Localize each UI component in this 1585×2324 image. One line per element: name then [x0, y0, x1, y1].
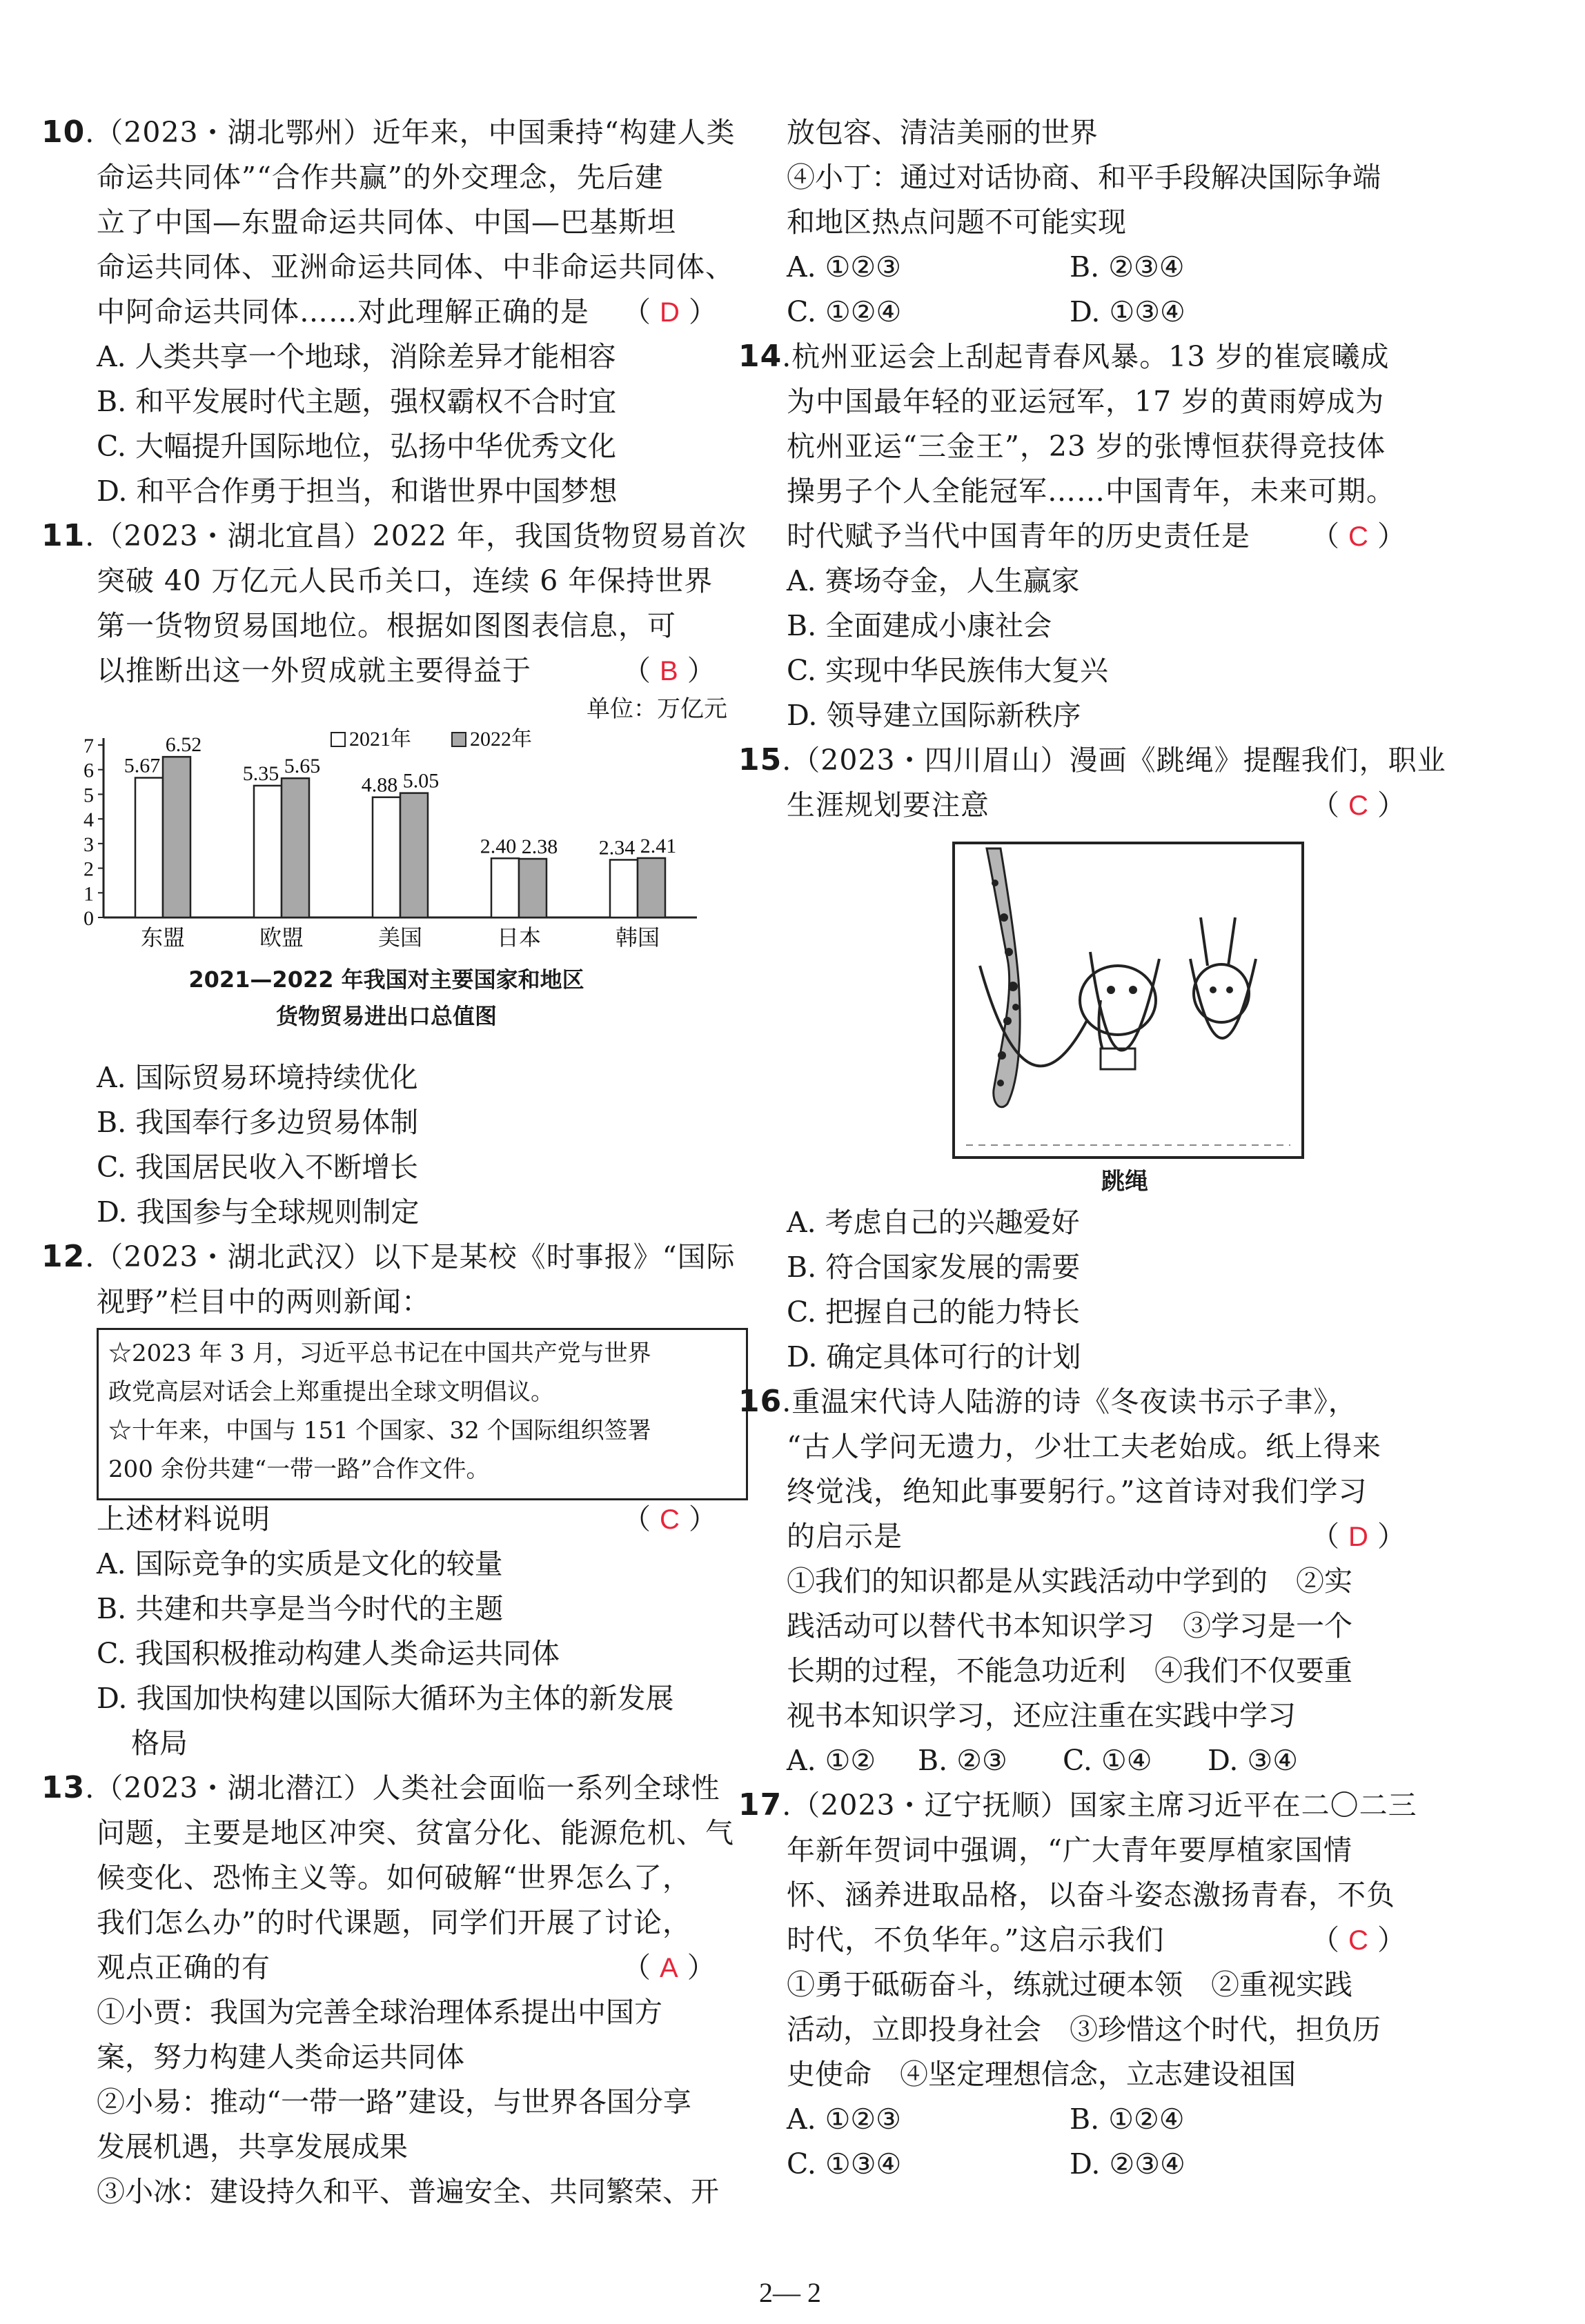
option-c: C. 大幅提升国际地位，弘扬中华优秀文化 [97, 430, 616, 463]
bar-2022 [638, 858, 665, 917]
answer-mark: B [660, 656, 678, 686]
bar-2021 [135, 778, 163, 918]
question-stem-line: 命运共同体、亚洲命运共同体、中非命运共同体、 [97, 250, 734, 284]
bar-2021 [491, 858, 519, 917]
data-label: 2.41 [640, 834, 677, 857]
legend-swatch [452, 733, 466, 746]
option-a: A. ①②③ [787, 2103, 901, 2136]
option-b: B. 和平发展时代主题，强权霸权不合时宜 [97, 385, 617, 418]
question-stem-line: “古人学问无遗力，少壮工夫老始成。纸上得来 [787, 1430, 1381, 1463]
news-line: 政党高层对话会上郑重提出全球文明倡议。 [108, 1378, 554, 1406]
question-stem-line: 我们怎么办”的时代课题，同学们开展了讨论， [97, 1906, 691, 1939]
question-stem-line: 生涯规划要注意 [787, 788, 990, 822]
news-line: 200 余份共建“一带一路”合作文件。 [108, 1456, 490, 1483]
question-stem-line: 时代，不负华年。”这启示我们 [787, 1923, 1165, 1956]
question-stem-line: 为中国最年轻的亚运冠军，17 岁的黄雨婷成为 [787, 385, 1385, 418]
news-line: ☆十年来，中国与 151 个国家、32 个国际组织签署 [108, 1417, 651, 1444]
data-label: 6.52 [165, 733, 202, 757]
question-stem-line: 观点正确的有 [97, 1951, 270, 1984]
option-d: D. ①③④ [1070, 295, 1185, 328]
data-label: 5.35 [242, 762, 279, 785]
question-number: 17 [738, 1787, 782, 1823]
data-label: 5.65 [284, 755, 321, 778]
statement-item: 长期的过程，不能急功近利 ④我们不仅要重 [787, 1654, 1352, 1687]
statement-item: ③小冰：建设持久和平、普遍安全、共同繁荣、开 [97, 2175, 719, 2208]
question-stem-line: 突破 40 万亿元人民币关口，连续 6 年保持世界 [97, 564, 713, 597]
option-d-cont: 格局 [131, 1727, 188, 1760]
question-stem-line: 以推断出这一外贸成就主要得益于 [97, 654, 531, 687]
question-stem-line: 14.杭州亚运会上刮起青春风暴。13 岁的崔宸曦成 [738, 339, 1390, 374]
question-stem-line: 时代赋予当代中国青年的历史责任是 [787, 519, 1250, 553]
statement-item: 案，努力构建人类命运共同体 [97, 2040, 464, 2074]
option-a: A. 国际贸易环境持续优化 [97, 1061, 418, 1094]
answer-mark: C [1348, 1925, 1368, 1956]
statement-item: ②小易：推动“一带一路”建设，与世界各国分享 [97, 2085, 691, 2118]
statement-item: 和地区热点问题不可能实现 [787, 206, 1126, 239]
bar-2022 [519, 859, 547, 917]
option-c: C. ①②④ [787, 295, 902, 328]
y-tick-label: 3 [83, 833, 94, 856]
statement-item: ①勇于砥砺奋斗，练就过硬本领 ②重视实践 [787, 1968, 1352, 2001]
answer-mark: D [660, 297, 680, 328]
answer-bracket: （ A ） [622, 1951, 716, 1984]
statement-item: 史使命 ④坚定理想信念，立志建设祖国 [787, 2058, 1296, 2091]
data-label: 2.38 [521, 835, 558, 858]
option-d: D. 我国参与全球规则制定 [97, 1195, 420, 1229]
option-d: D. 和平合作勇于担当，和谐世界中国梦想 [97, 475, 618, 508]
y-tick-label: 6 [83, 759, 94, 782]
bar-2021 [610, 860, 638, 917]
news-line: ☆2023 年 3 月，习近平总书记在中国共产党与世界 [108, 1340, 651, 1367]
question-number: 16 [738, 1384, 782, 1419]
statement-item: ①小贾：我国为完善全球治理体系提出中国方 [97, 1996, 662, 2029]
question-stem-line: 11.（2023・湖北宜昌）2022 年，我国货物贸易首次 [41, 518, 747, 553]
option-a: A. 国际竞争的实质是文化的较量 [97, 1547, 503, 1580]
option-d: D. ②③④ [1070, 2147, 1185, 2181]
option-a: A. ①②③ [787, 250, 901, 284]
option-d: D. 确定具体可行的计划 [787, 1340, 1081, 1373]
legend-label: 2022年 [470, 728, 532, 751]
statement-item: 视书本知识学习，还应注重在实践中学习 [787, 1699, 1296, 1732]
answer-mark: A [660, 1953, 678, 1983]
answer-bracket: （ B ） [622, 654, 716, 687]
option-a: A. 考虑自己的兴趣爱好 [787, 1206, 1080, 1239]
statement-item: 践活动可以替代书本知识学习 ③学习是一个 [787, 1609, 1352, 1642]
option-c: C. 我国居民收入不断增长 [97, 1151, 418, 1184]
question-number: 12 [41, 1239, 86, 1274]
question-stem-line: 13.（2023・湖北潜江）人类社会面临一系列全球性 [41, 1770, 720, 1805]
question-number: 13 [41, 1770, 86, 1805]
question-stem-line: 问题，主要是地区冲突、贫富分化、能源危机、气 [97, 1816, 734, 1849]
jump-rope-cartoon [952, 842, 1304, 1159]
bar-2022 [282, 778, 309, 917]
option-b: B. 共建和共享是当今时代的主题 [97, 1592, 504, 1625]
question-stem-line: 上述材料说明 [97, 1502, 270, 1536]
y-tick-label: 1 [83, 882, 94, 906]
option-c: C. ①③④ [787, 2147, 902, 2181]
y-tick-label: 5 [83, 784, 94, 807]
bar-2022 [400, 793, 428, 917]
option-b: B. ②③ [918, 1744, 1007, 1777]
question-stem-line: 年新年贺词中强调，“广大青年要厚植家国情 [787, 1834, 1352, 1867]
page-number: 2— 2 [759, 2277, 821, 2308]
x-tick-label: 东盟 [140, 925, 186, 950]
option-b: B. 我国奉行多边贸易体制 [97, 1106, 419, 1139]
statement-item: ①我们的知识都是从实践活动中学到的 ②实 [787, 1565, 1352, 1598]
bar-2021 [254, 786, 282, 917]
option-d: D. ③④ [1208, 1744, 1298, 1777]
y-tick-label: 7 [83, 735, 94, 757]
data-label: 5.67 [124, 754, 161, 777]
option-a: A. 人类共享一个地球，消除差异才能相容 [97, 340, 616, 373]
question-stem-line: 17.（2023・辽宁抚顺）国家主席习近平在二〇二三 [738, 1787, 1417, 1823]
chart-title: 2021—2022 年我国对主要国家和地区 [188, 966, 584, 993]
question-number: 11 [41, 518, 86, 553]
data-label: 5.05 [402, 769, 440, 793]
option-a: A. 赛场夺金，人生赢家 [787, 564, 1080, 597]
answer-bracket: （ C ） [1311, 788, 1406, 822]
answer-bracket: （ D ） [622, 295, 717, 328]
answer-bracket: （ C ） [1311, 519, 1406, 553]
x-tick-label: 欧盟 [259, 925, 304, 950]
question-stem-line: 操男子个人全能冠军……中国青年，未来可期。 [787, 475, 1395, 508]
question-stem-line: 的启示是 [787, 1520, 903, 1553]
y-tick-label: 4 [83, 808, 94, 832]
trade-bar-chart [41, 717, 731, 966]
question-number: 15 [738, 742, 782, 777]
answer-mark: C [1348, 791, 1368, 821]
answer-bracket: （ C ） [1311, 1923, 1406, 1956]
option-d: D. 领导建立国际新秩序 [787, 699, 1081, 732]
question-stem-line: 中阿命运共同体……对此理解正确的是 [97, 295, 589, 328]
y-tick-label: 2 [83, 857, 94, 881]
option-c: C. 我国积极推动构建人类命运共同体 [97, 1637, 560, 1670]
statement-item: 发展机遇，共享发展成果 [97, 2130, 408, 2163]
bar-2022 [163, 757, 190, 917]
chart-unit-label: 单位：万亿元 [587, 695, 727, 723]
y-tick-label: 0 [83, 907, 94, 930]
option-b: B. 符合国家发展的需要 [787, 1251, 1081, 1284]
data-label: 2.34 [598, 836, 636, 860]
chart-subtitle: 货物贸易进出口总值图 [275, 1003, 497, 1029]
option-a: A. ①② [787, 1744, 876, 1777]
answer-bracket: （ D ） [1311, 1520, 1406, 1553]
cartoon-caption: 跳绳 [1101, 1168, 1148, 1195]
option-c: C. 实现中华民族伟大复兴 [787, 654, 1108, 687]
question-number: 14 [738, 339, 782, 374]
question-stem-line: 第一货物贸易国地位。根据如图图表信息，可 [97, 609, 676, 642]
option-b: B. ①②④ [1070, 2103, 1185, 2136]
option-d: D. 我国加快构建以国际大循环为主体的新发展 [97, 1682, 674, 1715]
answer-mark: D [1348, 1522, 1368, 1552]
question-stem-line: 怀、涵养进取品格，以奋斗姿态激扬青春，不负 [787, 1878, 1395, 1911]
legend-label: 2021年 [349, 728, 411, 751]
question-stem-line: 候变化、恐怖主义等。如何破解“世界怎么了， [97, 1861, 691, 1894]
question-stem-line: 立了中国—东盟命运共同体、中国—巴基斯坦 [97, 206, 676, 239]
option-b: B. 全面建成小康社会 [787, 609, 1052, 642]
bar-2021 [373, 797, 400, 917]
question-stem-line: 杭州亚运“三金王”，23 岁的张博恒获得竞技体 [787, 430, 1386, 463]
statement-item: 活动，立即投身社会 ③珍惜这个时代，担负历 [787, 2013, 1381, 2046]
option-c: C. 把握自己的能力特长 [787, 1295, 1080, 1329]
question-stem-line: 终觉浅，绝知此事要躬行。”这首诗对我们学习 [787, 1475, 1368, 1508]
answer-mark: C [1348, 522, 1368, 552]
question-stem-line: 10.（2023・湖北鄂州）近年来，中国秉持“构建人类 [41, 115, 736, 150]
question-stem-line: 16.重温宋代诗人陆游的诗《冬夜读书示子聿》， [738, 1384, 1357, 1419]
data-label: 4.88 [361, 773, 398, 797]
question-stem-line: 视野”栏目中的两则新闻： [97, 1285, 431, 1318]
news-box [97, 1328, 748, 1500]
answer-mark: C [660, 1504, 680, 1535]
legend-swatch [331, 733, 345, 746]
x-tick-label: 韩国 [615, 925, 660, 950]
x-tick-label: 日本 [496, 925, 542, 950]
statement-item: 放包容、清洁美丽的世界 [787, 116, 1098, 149]
question-stem-line: 12.（2023・湖北武汉）以下是某校《时事报》“国际 [41, 1239, 736, 1274]
answer-bracket: （ C ） [622, 1502, 717, 1536]
question-stem-line: 命运共同体”“合作共赢”的外交理念，先后建 [97, 161, 664, 194]
option-b: B. ②③④ [1070, 250, 1185, 284]
option-c: C. ①④ [1063, 1744, 1152, 1777]
data-label: 2.40 [480, 835, 517, 858]
statement-item: ④小丁：通过对话协商、和平手段解决国际争端 [787, 161, 1381, 194]
question-stem-line: 15.（2023・四川眉山）漫画《跳绳》提醒我们，职业 [738, 742, 1446, 777]
question-number: 10 [41, 115, 86, 150]
x-tick-label: 美国 [377, 925, 423, 950]
